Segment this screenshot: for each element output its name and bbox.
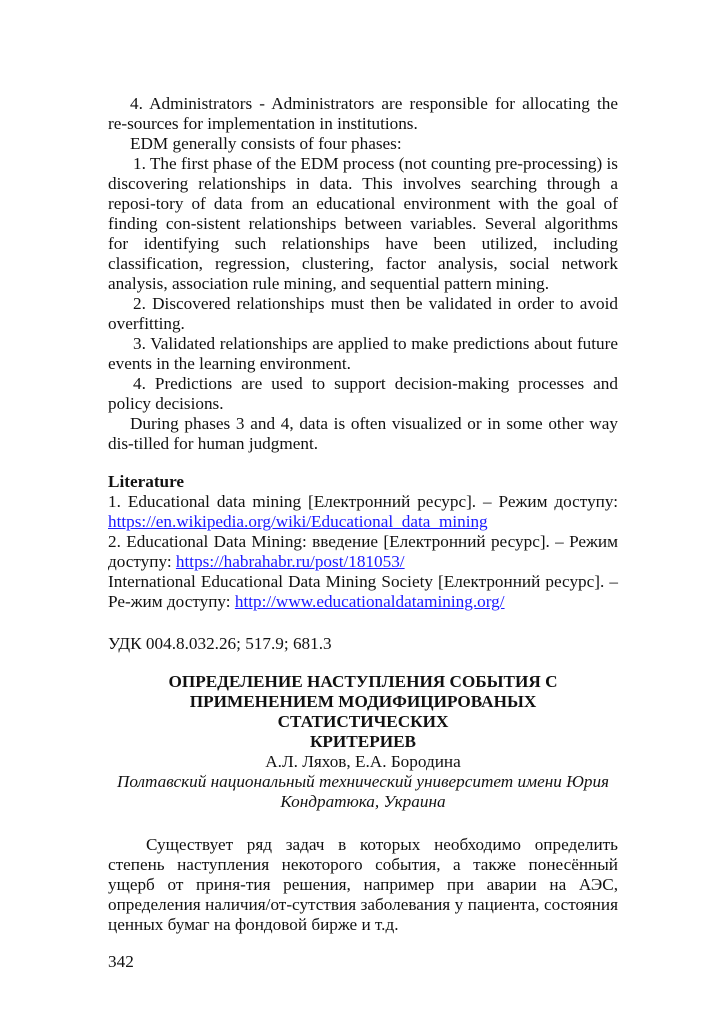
paragraph-phases-visualization: During phases 3 and 4, data is often visualized or in some other way dis-tilled for human judgment. bbox=[108, 414, 618, 453]
paragraph-phase-1: 1. The first phase of the EDM process (not counting pre-processing) is discovering relationships in data. This involves searching through a reposi-tory of data from an educational environment with the goal of finding con-sistent relationships between variables. Several algorithms for identifying such relationships have been utilized, including classification, regression, clustering, factor analysis, social network analysis, association rule mining, and sequential pattern mining. bbox=[108, 154, 618, 293]
literature-item-1-text: 1. Educational data mining [Електронний ресурс]. – Режим доступу: bbox=[108, 492, 618, 511]
udc-code: УДК 004.8.032.26; 517.9; 681.3 bbox=[108, 634, 332, 653]
literature-item-3-link[interactable]: http://www.educationaldatamining.org/ bbox=[234, 592, 505, 611]
paragraph-edm-phases-intro: EDM generally consists of four phases: bbox=[130, 134, 402, 153]
literature-item-2 bbox=[108, 532, 618, 572]
paragraph-phase-4: 4. Predictions are used to support decision-making processes and policy decisions. bbox=[108, 374, 618, 413]
article-affiliation bbox=[108, 772, 618, 812]
article-affiliation-line-1: Полтавский национальный технический университет имени Юрия bbox=[116, 772, 610, 791]
article-title-line-3: КРИТЕРИЕВ bbox=[309, 732, 417, 751]
literature-item-2-text: 2. Educational Data Mining: введение [Електронний ресурс]. – Режим доступу: bbox=[108, 532, 618, 571]
paragraph-phase-3: 3. Validated relationships are applied to make predictions about future events in the learning environment. bbox=[108, 334, 618, 373]
article-authors: А.Л. Ляхов, Е.А. Бородина bbox=[265, 752, 461, 771]
page-content bbox=[108, 94, 618, 952]
literature-item-2-link[interactable]: https://habrahabr.ru/post/181053/ bbox=[175, 552, 405, 571]
paragraph-phase-2: 2. Discovered relationships must then be validated in order to avoid overfitting. bbox=[108, 294, 618, 333]
literature-item-3-text: International Educational Data Mining Society [Електронний ресурс]. – Ре-жим доступу: bbox=[108, 572, 618, 611]
article-title-line-1: ОПРЕДЕЛЕНИЕ НАСТУПЛЕНИЯ СОБЫТИЯ С bbox=[168, 672, 558, 691]
article-affiliation-line-2: Кондратюка, Украина bbox=[280, 792, 446, 811]
literature-item-3 bbox=[108, 572, 618, 612]
page-number: 342 bbox=[108, 952, 134, 971]
literature-heading: Literature bbox=[108, 472, 185, 491]
article-abstract: Существует ряд задач в которых необходимо определить степень наступления некоторого события, а также понесённый ущерб от приня-тия решения, например при аварии на АЭС, определения наличия/от-сутствия заболевания у пациента, состояния ценных бумаг на фондовой бирже и т.д. bbox=[108, 835, 618, 934]
paragraph-administrators: 4. Administrators - Administrators are responsible for allocating the re-sources for implementation in institutions. bbox=[108, 94, 618, 133]
literature-item-1 bbox=[108, 492, 618, 532]
article-title-line-2: ПРИМЕНЕНИЕМ МОДИФИЦИРОВАНЫХ СТАТИСТИЧЕСКИХ bbox=[189, 692, 537, 731]
article-title bbox=[108, 672, 618, 752]
literature-item-1-link[interactable]: https://en.wikipedia.org/wiki/Educational_data_mining bbox=[108, 512, 488, 531]
